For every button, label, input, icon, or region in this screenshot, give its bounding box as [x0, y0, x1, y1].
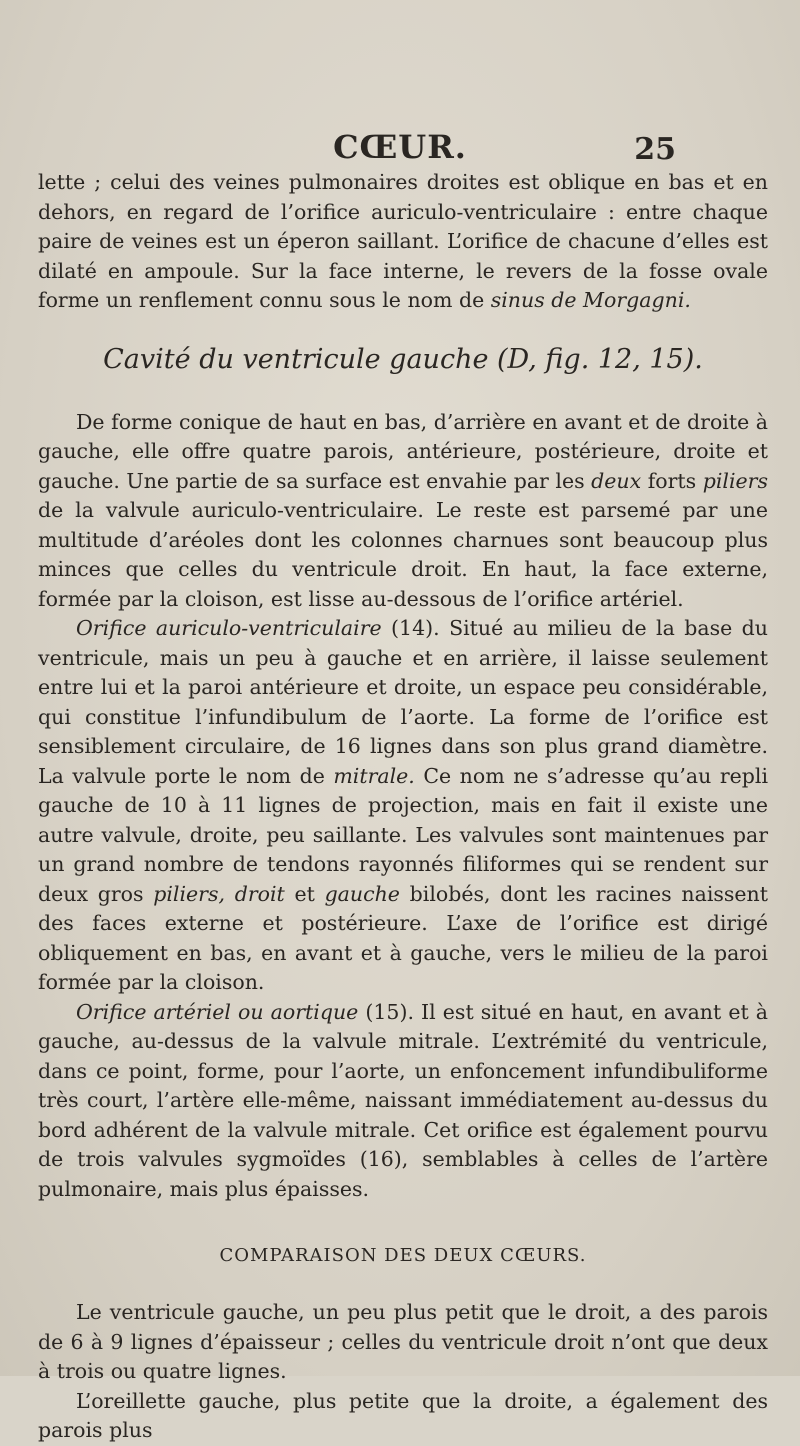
italic-term: piliers, droit [153, 881, 285, 906]
italic-term: Orifice artériel ou aortique [76, 999, 359, 1024]
paragraph-text: Ce nom ne s’adresse qu’au repli gauche de 10 à 11 lignes de projection, mais en fait il existe une autre valvule, droite, peu saillante. Les valvules sont maintenues par un grand nombre de tendons rayonnés filiformes qui se rendent sur deux gros [38, 763, 769, 906]
paragraph-orifice-av [38, 614, 768, 998]
paragraph-text: de la valvule auriculo-ventriculaire. Le reste est parsemé par une multitude d’aréoles dont les colonnes charnues sont beaucoup plus minces que celles du ventricule droit. En haut, la face externe, formée par la cloison, est lisse au-dessous de l’orifice artériel. [38, 498, 768, 611]
paragraph-text: (14). Situé au milieu de la base du ventricule, mais un peu à gauche et en arrière, il laisse seulement entre lui et la paroi antérieure et droite, un espace peu considérable, qui constitue l’infundibulum de l’aorte. La forme de l’orifice est sensiblement circulaire, de 16 lignes dans son plus grand diamètre. La valvule porte le nom de [38, 616, 768, 788]
page-number: 25 [634, 132, 676, 167]
running-head [0, 128, 800, 168]
paragraph-auricles: L’oreillette gauche, plus petite que la droite, a également des parois plus [38, 1388, 768, 1442]
section-title-comparison: COMPARAISON DES DEUX CŒURS. [219, 1245, 587, 1266]
italic-term: sinus de Morgagni. [490, 288, 691, 312]
italic-term: Orifice auriculo-ventriculaire [76, 616, 382, 640]
paragraph-form [38, 408, 768, 615]
paragraph-ventricles: Le ventricule gauche, un peu plus petit que le droit, a des parois de 6 à 9 lignes d’épaisseur ; celles du ventricule droit n’ont que deux à trois ou quatre lignes. [38, 1300, 768, 1383]
italic-term: piliers [702, 468, 768, 493]
italic-term: deux [591, 468, 642, 493]
paragraph-text: lette ; celui des veines pulmonaires droites est oblique en bas et en dehors, en regard de l’orifice auriculo-ventriculaire : entre chaque paire de veines est un éperon saillant. L’orifice de chacune d’elles est dilaté en ampoule. Sur la face interne, le revers de la fosse ovale forme un renflement connu sous le nom de [38, 170, 768, 312]
paragraph-text: De forme conique de haut en bas, d’arrière en avant et de droite à gauche, elle offre quatre parois, antérieure, postérieure, droite et gauche. Une partie de sa surface est envahie par les [38, 409, 768, 493]
paragraph-text: (15). Il est situé en haut, en avant et à gauche, au-dessus de la valvule mitrale. L’extrémité du ventricule, dans ce point, forme, pour l’aorte, un enfoncement infundibuliforme très court, l’artère elle-même, naissant immédiatement au-dessus du bord adhérent de la valvule mitrale. Cet orifice est également pourvu de trois valvules sygmoïdes (16), semblables à celles de l’artère pulmonaire, mais plus épaisses. [38, 999, 768, 1201]
section-title-left-ventricle: Cavité du ventricule gauche (D, fig. 12, 15). [103, 343, 703, 375]
paragraph-text: forts [641, 468, 703, 493]
paragraph-orifice-aortic [38, 998, 768, 1205]
italic-term: gauche [324, 881, 400, 906]
body-text [38, 168, 768, 1446]
paragraph-text: et [284, 881, 325, 906]
paragraph-text: bilobés, dont les racines naissent des faces externe et postérieure. L’axe de l’orifice est dirigé obliquement en bas, en avant et à gauche, vers le milieu de la paroi formée par la cloison. [38, 881, 768, 994]
paragraph-continuation [38, 168, 768, 316]
italic-term: mitrale. [333, 763, 415, 788]
running-title: CŒUR. [333, 128, 467, 166]
